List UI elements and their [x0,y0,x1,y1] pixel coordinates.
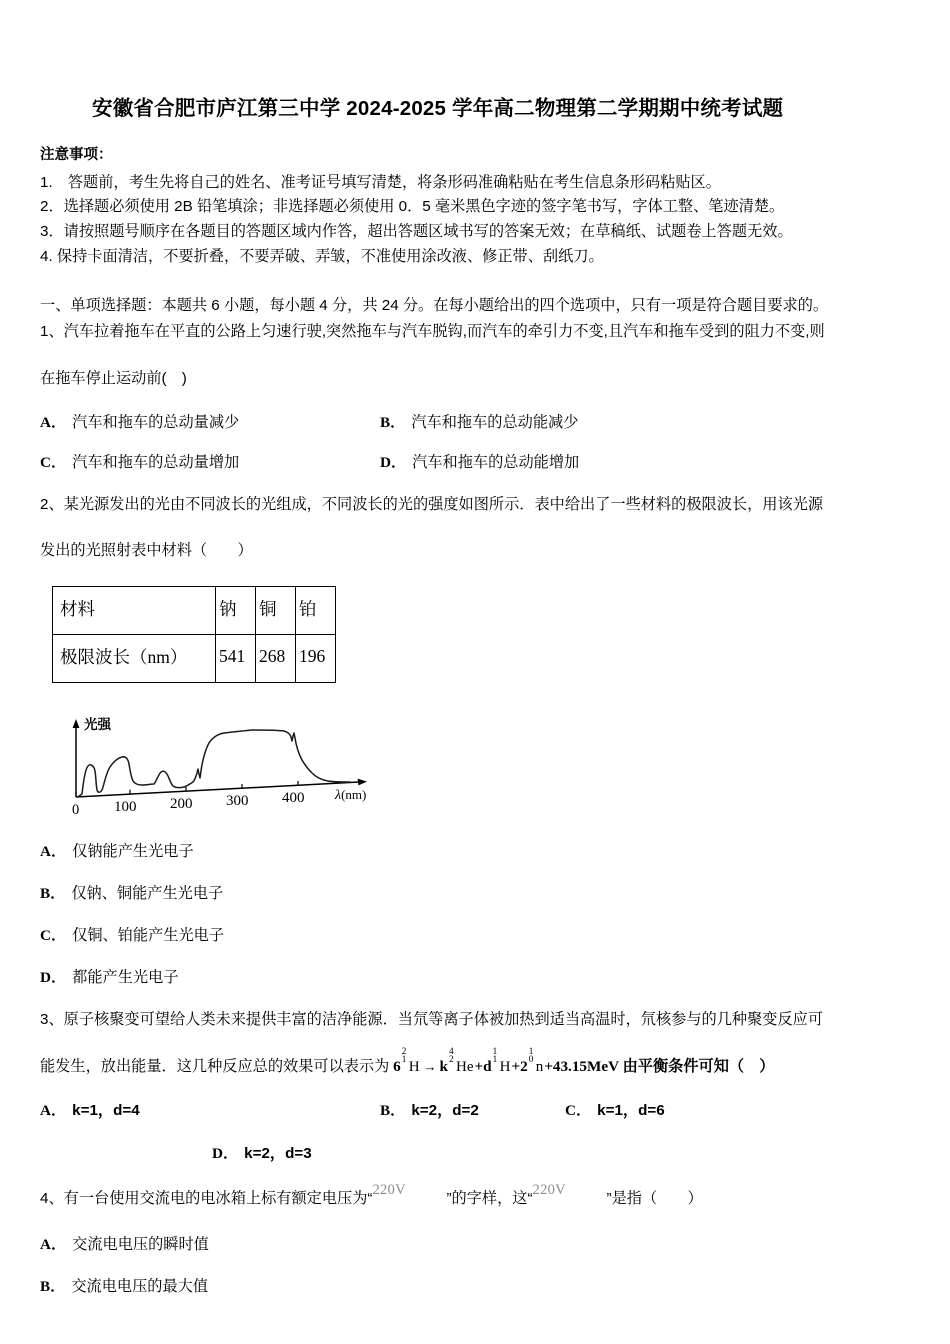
x-axis-label: λ(nm) [335,786,367,803]
option-2d-label: D． [40,968,67,986]
nuclide-atomic-number: 1 [401,1053,407,1064]
option-4b[interactable] [40,1275,920,1296]
question-1-options-row-1 [40,411,920,432]
option-1d[interactable] [380,451,710,472]
nuclide-symbol: H [499,1058,511,1075]
question-3-options-row-1 [40,1099,920,1120]
table-row [53,586,336,634]
question-2-number: 2、 [40,495,64,513]
x-axis-arrow-icon [358,779,367,786]
table-cell-platinum: 铂 [296,586,336,634]
question-3-text: 原子核聚变可望给人类未来提供丰富的洁净能源．当氘等离子体被加热到适当高温时，氘核参与的几种聚变反应可 [63,1010,824,1028]
option-3b-text: k=2，d=2 [411,1102,479,1120]
option-1a[interactable] [40,411,380,432]
notice-list [40,171,920,270]
spectrum-figure [54,711,394,819]
question-2-text: 某光源发出的光由不同波长的光组成，不同波长的光的强度如图所示．表中给出了一些材料的极限波长，用该光源 [63,495,824,513]
table-cell-copper-value: 268 [256,634,296,682]
question-3-stem [40,1008,920,1033]
material-table [52,586,336,683]
reaction-arrow-icon: → [423,1058,437,1074]
question-1-stem [40,320,920,345]
option-4a-label: A． [40,1235,67,1253]
table-cell-material-header: 材料 [53,586,216,634]
equation-suffix-text: +43.15MeV 由平衡条件可知（ ） [544,1057,775,1075]
y-axis-label: 光强 [84,716,111,732]
option-1c-label: C． [40,453,67,471]
x-axis [76,782,359,797]
equation-prefix-text: 能发生，放出能量．这几种反应总的效果可以表示为 [40,1057,390,1075]
x-tick-label-400: 400 [282,789,305,806]
question-1-number: 1、 [40,323,64,341]
spectrum-chart [54,711,394,819]
nuclide-symbol: H [408,1058,420,1075]
equation-coefficient-1: 6 [393,1057,401,1075]
question-2-options [40,840,920,987]
spacer [40,1142,212,1163]
question-1-stem-continued: 在拖车停止运动前( ) [40,370,187,388]
notice-item: 4. 保持卡面清洁，不要折叠，不要弄破、弄皱，不准使用涂改液、修正带、刮纸刀。 [40,247,604,265]
voltage-label-2 [532,1182,607,1212]
option-3a-label: A． [40,1102,67,1120]
question-3-number: 3、 [40,1010,64,1028]
material-table-wrapper [52,586,920,683]
option-3a[interactable] [40,1099,380,1120]
table-cell-platinum-value: 196 [296,634,336,682]
question-3-equation-line [40,1045,920,1080]
option-3d[interactable] [212,1142,312,1163]
option-2c[interactable] [40,924,920,945]
question-2-stem-continued: 发出的光照射表中材料（ ） [40,542,253,560]
option-2d[interactable] [40,966,920,987]
table-cell-sodium: 钠 [216,586,256,634]
y-axis-arrow-icon [73,719,80,728]
option-3c-text: k=1，d=6 [597,1102,665,1120]
nuclide-atomic-number: 0 [528,1053,534,1064]
question-4-text-part1: 有一台使用交流电的电冰箱上标有额定电压为“ [63,1190,373,1208]
option-2b[interactable] [40,882,920,903]
equation-plus-two: +2 [511,1057,528,1075]
nuclide-atomic-number: 2 [449,1053,454,1064]
option-2a-text: 仅钠能产生光电子 [72,842,194,860]
question-4-stem [40,1182,920,1212]
notice-item: 1. 答题前，考生先将自己的姓名、准考证号填写清楚，将条形码准确粘贴在考生信息条形码粘贴区。 [40,173,721,191]
option-1d-label: D． [380,453,407,471]
nuclide-symbol: He [456,1058,474,1075]
option-2d-text: 都能产生光电子 [72,968,179,986]
option-1c[interactable] [40,451,380,472]
nuclide-hydrogen [492,1045,511,1080]
x-tick-label-200: 200 [170,795,193,812]
nuclide-deuterium-left [401,1045,420,1080]
question-4-text-part3: ”是指（ ） [606,1190,703,1208]
question-1-options-row-2 [40,451,920,472]
notice-heading: 注意事项： [40,146,113,163]
nuclide-mass-number: 4 [449,1045,454,1056]
table-cell-wavelength-header: 极限波长（nm） [53,634,216,682]
page-content [40,96,920,1296]
x-tick-label-0: 0 [72,801,80,818]
option-1a-text: 汽车和拖车的总动量减少 [72,413,240,431]
option-1b-label: B． [380,413,406,431]
voltage-value-2: 220V [532,1182,566,1199]
option-1a-label: A． [40,413,67,431]
notice-item: 2．选择题必须使用 2B 铅笔填涂；非选择题必须使用 0．5 毫米黑色字迹的签字笔书写，字体工整、笔迹清楚。 [40,198,785,216]
option-2b-text: 仅钠、铜能产生光电子 [71,884,224,902]
voltage-value-1: 220V [372,1182,406,1199]
option-4b-label: B． [40,1277,66,1295]
option-1b[interactable] [380,411,710,432]
nuclide-helium [449,1045,474,1080]
nuclide-neutron [528,1045,544,1080]
option-3b[interactable] [380,1099,565,1120]
voltage-label-1 [372,1182,446,1212]
question-1-text: 汽车拉着拖车在平直的公路上匀速行驶,突然拖车与汽车脱钩,而汽车的牵引力不变,且汽车和拖车受到的阻力不变,则 [63,323,825,341]
option-2b-label: B． [40,884,66,902]
option-3d-text: k=2，d=3 [244,1145,312,1163]
question-4-number: 4、 [40,1190,64,1208]
option-2a-label: A． [40,842,67,860]
table-cell-sodium-value: 541 [216,634,256,682]
table-cell-copper: 铜 [256,586,296,634]
option-3c[interactable] [565,1099,665,1120]
option-2c-text: 仅铜、铂能产生光电子 [72,926,225,944]
intensity-curve [79,730,350,796]
option-3c-label: C． [565,1102,592,1120]
x-tick-label-300: 300 [226,792,249,809]
option-4a-text: 交流电电压的瞬时值 [72,1235,209,1253]
section-heading: 一、单项选择题：本题共 6 小题，每小题 4 分，共 24 分。在每小题给出的四个选项中，只有一项是符合题目要求的。 [40,297,829,315]
nuclide-mass-number: 1 [528,1045,534,1056]
option-1b-text: 汽车和拖车的总动能减少 [411,413,579,431]
question-3-options-row-2 [40,1142,920,1163]
notice-item: 3．请按照题号顺序在各题目的答题区域内作答，超出答题区域书写的答案无效；在草稿纸、试题卷上答题无效。 [40,222,793,240]
option-2c-label: C． [40,926,67,944]
nuclide-mass-number: 1 [492,1045,498,1056]
option-3d-label: D． [212,1145,239,1163]
nuclide-atomic-number: 1 [492,1053,498,1064]
option-2a[interactable] [40,840,920,861]
nuclide-symbol: n [535,1058,544,1075]
option-4a[interactable] [40,1233,920,1254]
x-tick-label-100: 100 [114,798,137,815]
question-4-text-part2: ”的字样，这“ [446,1190,533,1208]
table-row [53,634,336,682]
page-title: 安徽省合肥市庐江第三中学 2024-2025 学年高二物理第二学期期中统考试题 [92,97,784,120]
option-1d-text: 汽车和拖车的总动能增加 [412,453,580,471]
option-3a-text: k=1，d=4 [72,1102,140,1120]
option-3b-label: B． [380,1102,406,1120]
question-2-stem [40,493,920,518]
option-1c-text: 汽车和拖车的总动量增加 [72,453,240,471]
question-4-options [40,1233,920,1296]
nuclide-mass-number: 2 [401,1045,407,1056]
equation-plus-d: +d [474,1057,492,1075]
equation-coefficient-2: k [439,1057,448,1075]
option-4b-text: 交流电电压的最大值 [71,1277,209,1295]
